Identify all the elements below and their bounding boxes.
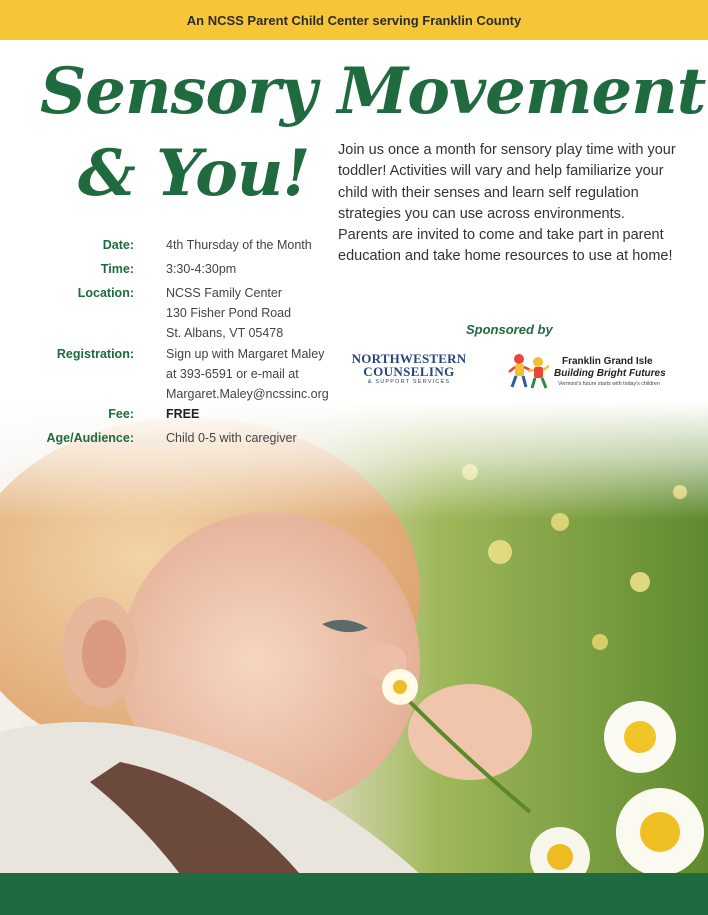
header-banner (0, 0, 708, 40)
title-line-2: & You! (78, 136, 310, 211)
title-line-1: Sensory Movement (40, 54, 706, 129)
building-bright-futures-logo: Franklin Grand Isle Building Bright Futures Vermont's future starts with today's children (506, 352, 676, 392)
intro-paragraph: Join us once a month for sensory play time with your toddler! Activities will vary and help familiarize your child with their senses and learn self regulation strategies you can use across environments. Parents are invited to come and take part in parent education and take home resources to use at home! (338, 142, 676, 265)
sponsored-by-heading: Sponsored by (466, 322, 553, 337)
banner-text: An NCSS Parent Child Center serving Franklin County (186, 12, 522, 28)
footer-bar (0, 873, 708, 915)
child-smelling-flower-photo (0, 402, 708, 874)
northwestern-counseling-logo: NORTHWESTERN COUNSELING & SUPPORT SERVICES (351, 351, 467, 385)
registration-email: Margaret.Maley@ncssinc.org (166, 387, 329, 401)
kids-icon (508, 352, 550, 390)
